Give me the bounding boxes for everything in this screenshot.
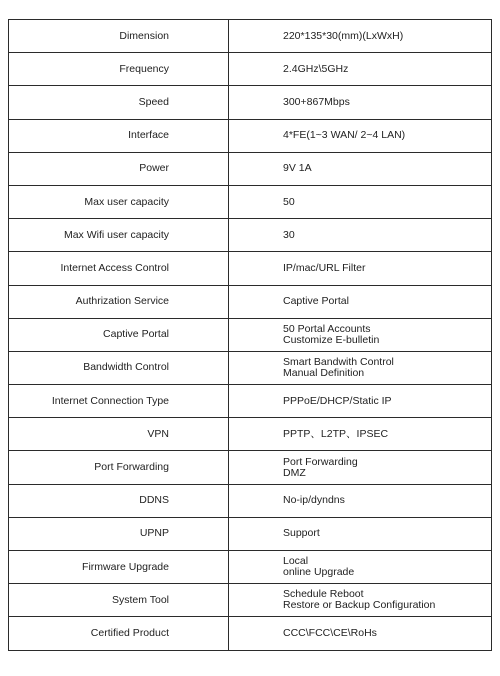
spec-value-line: Smart Bandwith Control (283, 355, 394, 368)
spec-value (229, 53, 492, 86)
spec-row (9, 584, 492, 617)
spec-row (9, 318, 492, 351)
spec-value-line: 300+867Mbps (283, 95, 350, 108)
spec-value (229, 484, 492, 517)
spec-value-line: 50 Portal Accounts (283, 322, 371, 335)
spec-row (9, 285, 492, 318)
spec-value-line: Manual Definition (283, 366, 365, 379)
spec-value (229, 517, 492, 550)
spec-value-line: 4*FE(1~3 WAN/ 2~4 LAN) (283, 129, 406, 142)
spec-value (229, 252, 492, 285)
spec-value (229, 318, 492, 351)
spec-row (9, 484, 492, 517)
spec-label: Speed (9, 86, 229, 119)
spec-value-line: 220*135*30(mm)(LxWxH) (283, 29, 404, 42)
spec-value-line: PPTP、L2TP、IPSEC (283, 427, 389, 440)
spec-value-line: PPPoE/DHCP/Static IP (283, 394, 392, 407)
spec-value-line: online Upgrade (283, 566, 355, 579)
spec-label: Firmware Upgrade (9, 551, 229, 584)
spec-label: Internet Connection Type (9, 385, 229, 418)
spec-row (9, 617, 492, 650)
spec-value-line: Port Forwarding (283, 455, 358, 468)
spec-value-line: No-ip/dyndns (283, 494, 345, 507)
spec-label: Certified Product (9, 617, 229, 650)
spec-row (9, 351, 492, 384)
spec-value-line: Captive Portal (283, 295, 349, 308)
spec-label: DDNS (9, 484, 229, 517)
spec-row (9, 385, 492, 418)
spec-label: Max user capacity (9, 185, 229, 218)
spec-value-line: Restore or Backup Configuration (283, 599, 436, 612)
spec-value (229, 152, 492, 185)
spec-value (229, 86, 492, 119)
spec-value (229, 285, 492, 318)
spec-value (229, 351, 492, 384)
spec-label: System Tool (9, 584, 229, 617)
spec-value-line: 9V 1A (283, 162, 312, 175)
spec-value-line: Schedule Reboot (283, 588, 364, 601)
spec-value (229, 385, 492, 418)
spec-row (9, 252, 492, 285)
spec-row (9, 20, 492, 53)
spec-row (9, 219, 492, 252)
spec-value (229, 185, 492, 218)
spec-label: VPN (9, 418, 229, 451)
spec-row (9, 53, 492, 86)
spec-value-line: 2.4GHz\5GHz (283, 62, 349, 75)
spec-label: Max Wifi user capacity (9, 219, 229, 252)
spec-label: Frequency (9, 53, 229, 86)
spec-table (8, 19, 492, 651)
spec-value (229, 20, 492, 53)
spec-label: Port Forwarding (9, 451, 229, 484)
spec-row (9, 86, 492, 119)
spec-row (9, 185, 492, 218)
spec-label: Dimension (9, 20, 229, 53)
spec-value-line: 50 (283, 195, 295, 208)
spec-row (9, 451, 492, 484)
spec-value (229, 551, 492, 584)
spec-row (9, 418, 492, 451)
spec-row (9, 119, 492, 152)
spec-label: Authrization Service (9, 285, 229, 318)
spec-label: Interface (9, 119, 229, 152)
spec-label: Captive Portal (9, 318, 229, 351)
spec-value (229, 451, 492, 484)
spec-row (9, 517, 492, 550)
spec-value-line: IP/mac/URL Filter (283, 261, 366, 274)
spec-value (229, 418, 492, 451)
spec-label: Power (9, 152, 229, 185)
spec-row (9, 551, 492, 584)
spec-value-line: Customize E-bulletin (283, 333, 380, 346)
spec-value-line: CCC\FCC\CE\RoHs (283, 626, 377, 639)
spec-row (9, 152, 492, 185)
spec-label: UPNP (9, 517, 229, 550)
spec-label: Bandwidth Control (9, 351, 229, 384)
spec-value-line: DMZ (283, 466, 306, 479)
spec-value-line: Support (283, 527, 320, 540)
spec-value (229, 119, 492, 152)
spec-label: Internet Access Control (9, 252, 229, 285)
spec-value-line: 30 (283, 228, 295, 241)
spec-table-body (9, 20, 492, 651)
spec-value-line: Local (283, 555, 309, 568)
spec-value (229, 219, 492, 252)
spec-value (229, 617, 492, 650)
spec-value (229, 584, 492, 617)
